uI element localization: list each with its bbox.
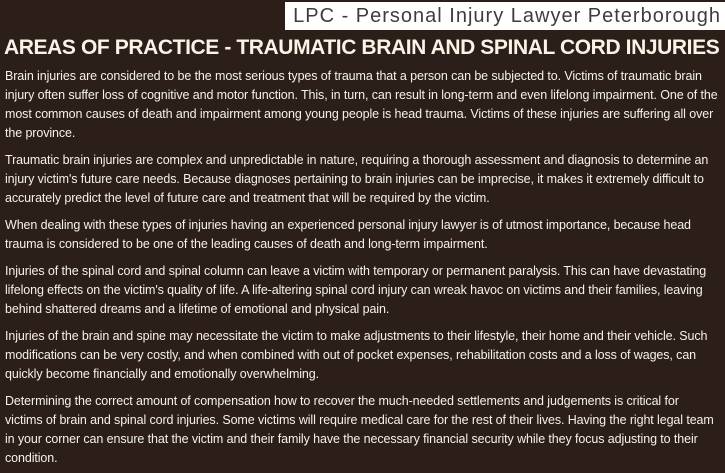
page-title: AREAS OF PRACTICE - TRAUMATIC BRAIN AND SPINAL CORD INJURIES: [4, 36, 720, 59]
paragraph-spinal-cord-paralysis: Injuries of the spinal cord and spinal column can leave a victim with temporary or permanent paralysis. This can have devastating lifelong effects on the victim's quality of life. A life-altering spinal cord injury can wreak havoc on victims and their families, leaving behind shattered dreams and a lifetime of emotional and physical pain.: [5, 264, 707, 316]
paragraph-experienced-lawyer: When dealing with these types of injuries having an experienced personal injury lawyer is of utmost importance, because head trauma is considered to be one of the leading causes of death and long-term impairment.: [5, 218, 691, 251]
paragraph-lifestyle-adjustments: Injuries of the brain and spine may necessitate the victim to make adjustments to their lifestyle, their home and their vehicle. Such modifications can be very costly, and when combined with out of pocket expenses, rehabilitation costs and a loss of wages, can quickly become financially and emotionally overwhelming.: [5, 329, 708, 381]
article-body: [0, 67, 725, 468]
paragraph-complex-unpredictable: Traumatic brain injuries are complex and unpredictable in nature, requiring a thorough assessment and diagnosis to determine an injury victim's future care needs. Because diagnoses pertaining to brain injuries can be imprecise, it makes it extremely difficult to accurately predict the level of future care and treatment that will be required by the victim.: [5, 153, 709, 205]
paragraph-compensation: Determining the correct amount of compensation how to recover the much-needed settlements and judgements is critical for victims of brain and spinal cord injuries. Some victims will require medical care for the rest of their lives. Having the right legal team in your corner can ensure that the victim and their family have the necessary financial security while they focus adjusting to their condition.: [5, 394, 714, 465]
header-banner-row: [0, 2, 725, 30]
site-logo-banner: LPC - Personal Injury Lawyer Peterborough: [285, 2, 725, 30]
paragraph-brain-injuries-intro: Brain injuries are considered to be the most serious types of trauma that a person can be subjected to. Victims of traumatic brain injury often suffer loss of cognitive and motor function. This, in turn, can result in long-term and even lifelong impairment. One of the most common causes of death and impairment among young people is head trauma. Victims of these injuries are suffering all over the province.: [5, 69, 718, 140]
